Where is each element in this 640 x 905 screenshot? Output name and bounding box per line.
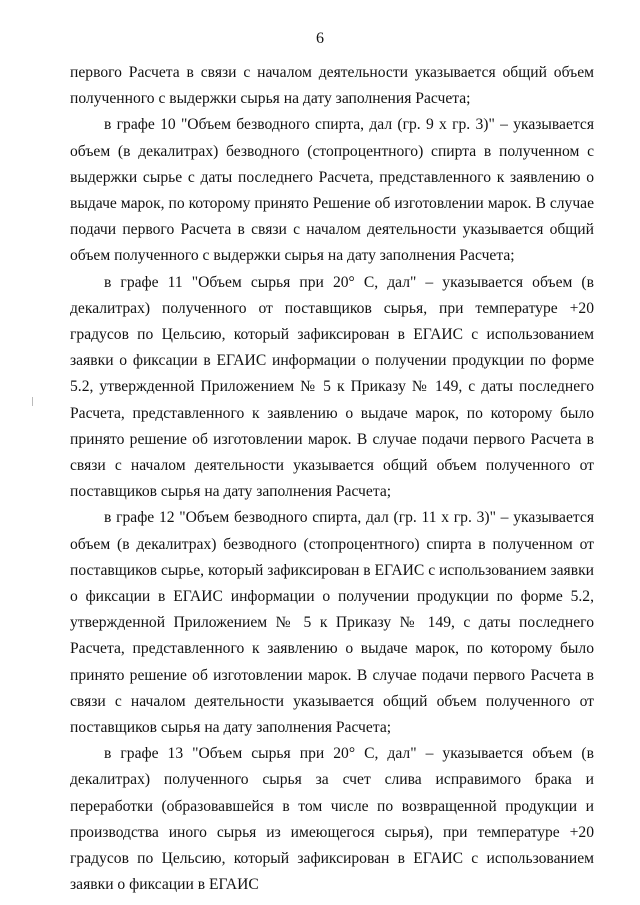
scan-artifact [32,397,33,406]
document-body [70,60,594,899]
paragraph-column-13: в графе 13 "Объем сырья при 20° С, дал" – указывается объем (в декалитрах) полученного сырья за счет слива исправимого брака и переработки (образовавшейся в том числе по возвращенной продукции и производства иного сырья из имеющегося сырья), при температуре +20 градусов по Цельсию, который зафиксирован в ЕГАИС с использованием заявки о фиксации в ЕГАИС [70,745,594,894]
paragraph-column-10: в графе 10 "Объем безводного спирта, дал (гр. 9 x гр. 3)" – указывается объем (в декалитрах) безводного (стопроцентного) спирта в полученном с выдержки сырье с даты последнего Расчета, представленного к заявлению о выдаче марок, по которому принято Решение об изготовлении марок. В случае подачи первого Расчета в связи с началом деятельности указывается общий объем полученного с выдержки сырья на дату заполнения Расчета; [70,116,594,265]
page-number: 6 [316,30,324,47]
paragraph-column-11: в графе 11 "Объем сырья при 20° С, дал" – указывается объем (в декалитрах) полученного от поставщиков сырья, при температуре +20 градусов по Цельсию, который зафиксирован в ЕГАИС с использованием заявки о фиксации в ЕГАИС информации о получении продукции по форме 5.2, утвержденной Приложением № 5 к Приказу № 149, с даты последнего Расчета, представленного к заявлению о выдаче марок, по которому было принято решение об изготовлении марок. В случае подачи первого Расчета в связи с началом деятельности указывается общий объем полученного от поставщиков сырья на дату заполнения Расчета; [70,273,594,501]
paragraph-column-12: в графе 12 "Объем безводного спирта, дал (гр. 11 x гр. 3)" – указывается объем (в декалитрах) безводного (стопроцентного) спирта в полученном от поставщиков сырье, который зафиксирован в ЕГАИС с использованием заявки о фиксации в ЕГАИС информации о получении продукции по форме 5.2, утвержденной Приложением № 5 к Приказу № 149, с даты последнего Расчета, представленного к заявлению о выдаче марок, по которому было принято решение об изготовлении марок. В случае подачи первого Расчета в связи с началом деятельности указывается общий объем полученного от поставщиков сырья на дату заполнения Расчета; [70,509,594,737]
paragraph-continuation: первого Расчета в связи с началом деятельности указывается общий объем полученного с выдержки сырья на дату заполнения Расчета; [70,64,594,108]
